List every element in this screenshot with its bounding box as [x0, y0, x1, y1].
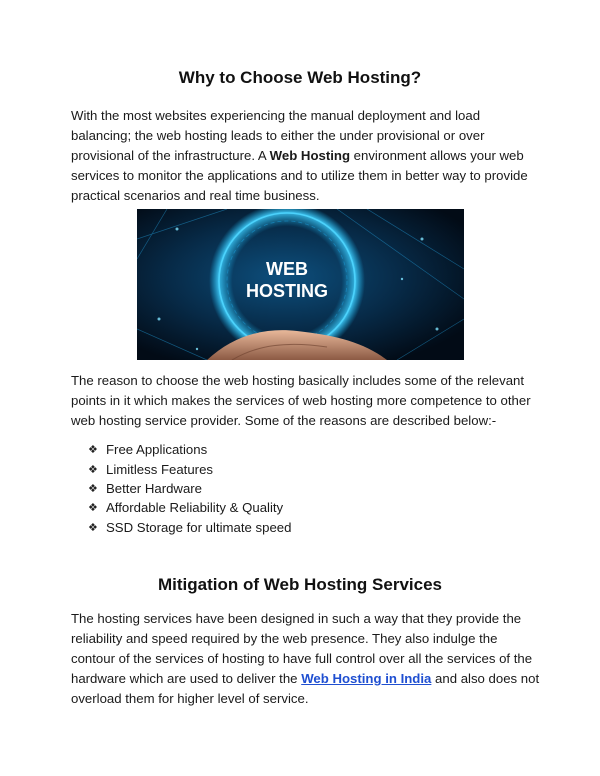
- mitigation-text-end: and also does not overload them for higher level of service.: [71, 671, 540, 706]
- web-hosting-image: [137, 209, 464, 360]
- intro-text-end: environment allows your web services to monitor the applications and to utilize them in better way to provide practical scenarios and real time business.: [71, 148, 528, 203]
- section-heading-why: Why to Choose Web Hosting?: [178, 68, 422, 87]
- mitigation-text-start: The hosting services have been designed in such a way that they provide the reliability and speed required by the web presence. They also indulge the contour of the services of hosting to have full control over all the services of the hardware which are used to deliver the: [71, 611, 533, 686]
- web-hosting-india-link[interactable]: Web Hosting in India: [301, 671, 432, 686]
- diamond-bullet-icon: ❖: [88, 502, 98, 515]
- intro-text-start: With the most websites experiencing the manual deployment and load balancing; the web hosting leads to either the under provisional or over provisional of the infrastructure. A: [71, 108, 485, 163]
- image-text-web: WEB: [266, 259, 308, 279]
- diamond-bullet-icon: ❖: [88, 444, 98, 457]
- list-item: [88, 479, 291, 498]
- intro-paragraph: [71, 106, 541, 206]
- list-item-label: Limitless Features: [106, 461, 214, 477]
- web-hosting-illustration: [137, 209, 464, 360]
- image-text-hosting: HOSTING: [245, 281, 329, 301]
- diamond-bullet-icon: ❖: [88, 521, 98, 534]
- reasons-paragraph: The reason to choose the web hosting basically includes some of the relevant points in it which makes the services of web hosting more competence to other web hosting service provider. Some of the reasons are described below:-: [71, 373, 531, 428]
- list-item-label: Affordable Reliability & Quality: [106, 500, 284, 516]
- diamond-bullet-icon: ❖: [88, 482, 98, 495]
- intro-bold-term: Web Hosting: [269, 148, 350, 163]
- list-item: [88, 440, 291, 459]
- reasons-list: [88, 440, 291, 537]
- list-item: [88, 459, 291, 478]
- list-item-label: Free Applications: [106, 442, 208, 458]
- list-item: [88, 518, 291, 537]
- list-item-label: Better Hardware: [106, 480, 203, 496]
- mitigation-paragraph: [71, 609, 541, 709]
- list-item: [88, 498, 291, 517]
- list-item-label: SSD Storage for ultimate speed: [106, 519, 292, 535]
- section-heading-mitigation: Mitigation of Web Hosting Services: [158, 575, 442, 594]
- diamond-bullet-icon: ❖: [88, 463, 98, 476]
